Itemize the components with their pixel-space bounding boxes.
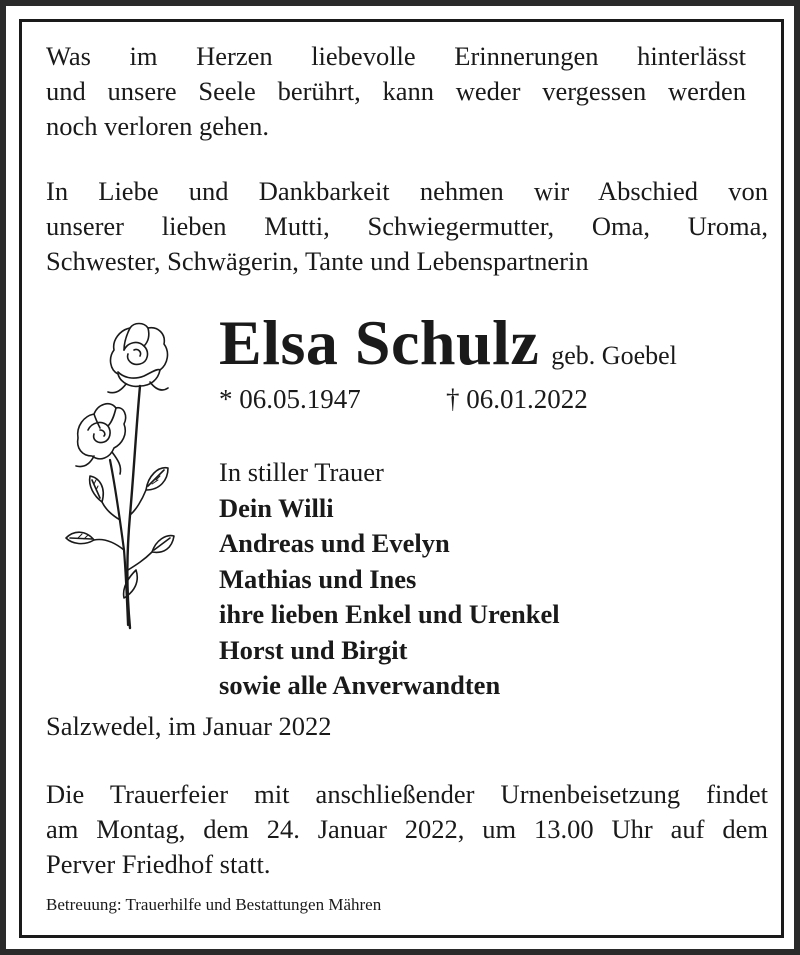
mourner-name: Andreas und Evelyn — [219, 528, 450, 558]
mourner-name: ihre lieben Enkel und Urenkel — [219, 599, 560, 629]
intro-line: noch verloren gehen. — [46, 111, 269, 141]
farewell-line: unserer lieben Mutti, Schwiegermutter, Oma, Uroma, — [46, 211, 768, 241]
deceased-name-row — [219, 306, 677, 380]
intro-line: und unsere Seele berührt, kann weder vergessen werden — [46, 76, 746, 106]
ceremony-line: Die Trauerfeier mit anschließender Urnenbeisetzung findet — [46, 779, 768, 809]
place-and-date: Salzwedel, im Januar 2022 — [46, 711, 332, 741]
farewell-line: Schwester, Schwägerin, Tante und Lebenspartnerin — [46, 246, 589, 276]
mourner-name: Horst und Birgit — [219, 634, 408, 665]
ceremony-line: Perver Friedhof statt. — [46, 849, 271, 879]
mourners-intro: In stiller Trauer — [219, 457, 384, 487]
mourners-block — [219, 455, 560, 704]
farewell-text — [46, 174, 768, 279]
deceased-name: Elsa Schulz — [219, 307, 540, 378]
intro-line: Was im Herzen liebevolle Erinnerungen hinterlässt — [46, 41, 746, 71]
death-date: † 06.01.2022 — [446, 384, 588, 414]
obituary-page — [6, 6, 794, 949]
mourner-name: Mathias und Ines — [219, 563, 417, 594]
birth-name: geb. Goebel — [551, 341, 677, 370]
birth-date: * 06.05.1947 — [219, 384, 361, 414]
mourner-name: sowie alle Anverwandten — [219, 670, 501, 700]
funeral-care-credit: Betreuung: Trauerhilfe und Bestattungen Mähren — [46, 895, 382, 914]
mourner-name: Dein Willi — [219, 492, 334, 523]
ceremony-text — [46, 777, 768, 882]
ceremony-line: am Montag, dem 24. Januar 2022, um 13.00 Uhr auf dem — [46, 814, 768, 844]
intro-quote — [46, 39, 746, 144]
rose-icon — [64, 320, 179, 632]
farewell-line: In Liebe und Dankbarkeit nehmen wir Abschied von — [46, 176, 768, 206]
